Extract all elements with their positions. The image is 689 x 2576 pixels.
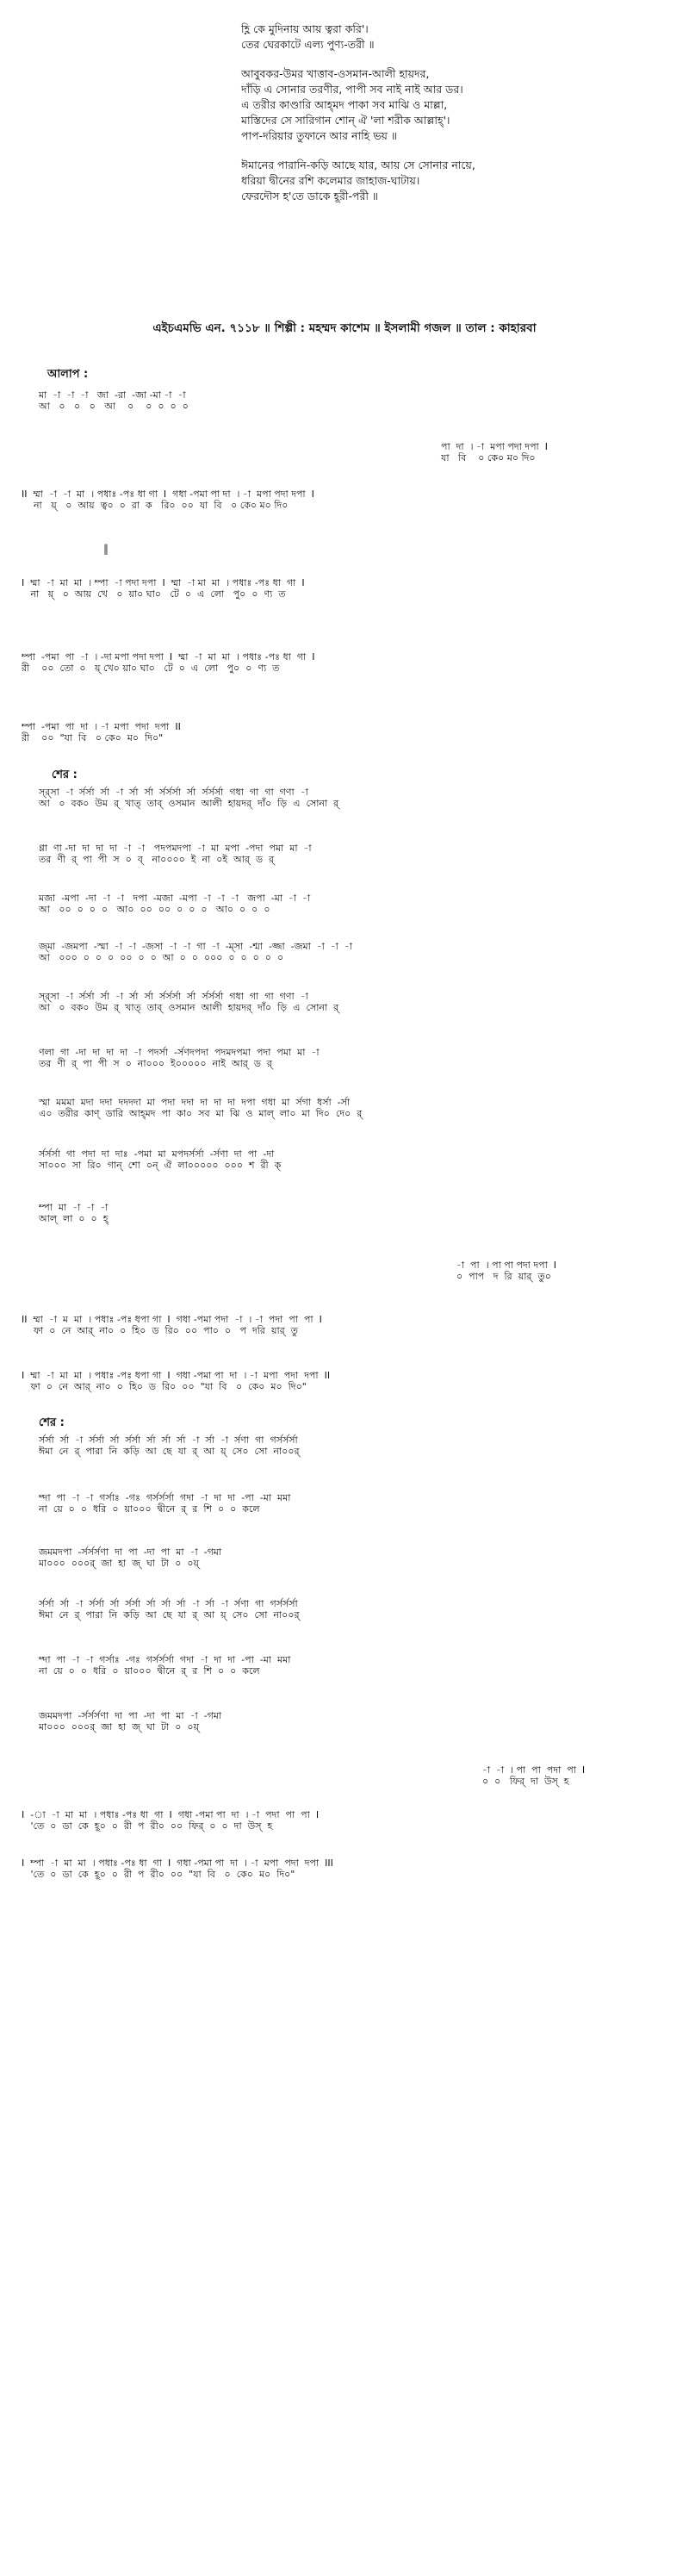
lyric-line: রী ০০ তো ০ য়্ খে০ য়া০ ঘা০ টে ০ এ লো পু০ ০ ণ্য ত (22, 663, 280, 674)
record-header: এইচএমভি এন. ৭১১৮ ॥ শিল্পী : মহম্মদ কাশেম ॥ ইসলামী গজল ॥ তাল : কাহারবা (152, 321, 537, 335)
lyric-line: মা০০০ ০০০র্ জা হা জ্ ঘা টা ০ ০য়্ (39, 1721, 200, 1733)
lyric-line: আ ০ ০ ০ আ ০ ০ ০ ০ ০ (39, 401, 189, 412)
swara-line: স্মা মমমা মদা দদা দদদদা মা পদা দদা দা দা দা দপা গধা মা র্সগা ধর্সা -র্সা (39, 1097, 351, 1108)
swara-line: ম্পা -পমা পা দা । -া মপা পদা দপা II (22, 721, 181, 732)
section-sher-1: শের : (52, 768, 78, 781)
notation-row (22, 1809, 319, 1832)
lyric-line: 'তে ০ ডা কে হূ০ ০ রী প রী০ ০০ ফির্ ০ ০ দা উস্ হ (22, 1820, 273, 1832)
lyric-line: ফা ০ নে আর্ না০ ০ হি০ ড রি০ ০০ পা০ ০ প দরি য়ার্ তু (22, 1325, 298, 1336)
lyric-line: আল্ লা ০ ০ হ্ (39, 1213, 109, 1224)
poem-line: পাপ-দরিয়ার তুফানে আর নাহি ভয় ॥ (241, 129, 397, 142)
swara-line: I ম্মা -া মা মা । পধাঃ -পঃ ধপা গা I গধা -পমা পা দা । -া মপা পদা দপা II (22, 1370, 331, 1381)
notation-row (482, 1764, 585, 1787)
notation-row (39, 893, 310, 915)
lyric-line: আ ০ বক০ উম র্ খাত্‌ তাব্‌ ওসমান আলী হায়দর্‌ দাঁ০ ড়ি এ সোনা র্ (39, 798, 339, 809)
section-alap: আলাপ : (47, 368, 89, 381)
lyric-line: ঈমা নে র্ পারা নি কড়ি আ ছে যা র্ আ য়্ সে০ সো না০০র্ (39, 1446, 300, 1457)
swara-line: মজা -মপা -দা -া -া দপা -মজা -মপা -া -া -া জপা -মা -া -া (39, 893, 311, 904)
notation-row (22, 651, 314, 674)
lyric-line: সা০০০ সা রি০ গান্‌ শো ০ন্‌ ঐ লা০০০০০ ০০০ শ রী ক্‌ (39, 1160, 282, 1171)
lyric-line: এ০ তরীর কাণ্‌ ডারি আহ্‌মদ পা কা০ সব মা ঝি ও মাল্‌ লা০ মা দি০ দে০ র্ (39, 1108, 363, 1119)
notation-row (22, 1857, 333, 1880)
poem-line: মাস্তিদের সে সারিগান শোন্‌ ঐ 'লা শরীক আল্লাহ্‌'। (241, 114, 450, 127)
notation-row (39, 1047, 320, 1069)
notation-row (39, 843, 312, 865)
swara-line: II ম্মা -া ম মা । পধাঃ -পঃ ধপা গা I গধা -পমা পদা -া । -া পদা পা পা I (22, 1314, 322, 1325)
notation-row (456, 1260, 556, 1282)
notation-row (39, 1598, 300, 1621)
swara-line: ম্পা -পমা পা -া । -দা মপা পদা দপা I ম্মা -া মা মা । পধাঃ -পঃ ধা গা I (22, 651, 315, 663)
swara-line: -া পা । পা পা পদা দপা I (456, 1260, 557, 1271)
notation-row (22, 721, 181, 744)
swara-line: ণলা গা -দা দা দা দা -া পদর্সা -র্সণদপদা পদমদপমা পদা পমা মা -া (39, 1047, 320, 1058)
notation-row (39, 787, 338, 809)
lyric-line: ০ পাপ দ রি য়ার্ তু০ (456, 1271, 551, 1282)
swara-line: II ম্মা -া -া মা । পধাঃ -পঃ ধা গা I গধা -পমা পা দা । -া মপা পদা দপা I (22, 488, 314, 500)
swara-line: পা দা । -া মপা পদা দপা I (441, 441, 548, 452)
swara-line: জমমদপা -র্সর্সর্সণা দা পা -দা পা মা -া -গমা (39, 1546, 222, 1558)
notation-row (39, 1492, 290, 1515)
lyric-line: তর ণী র্ পা পী স ০ ব্ না০০০০ ই না ০ই আর্ ড র্ (39, 854, 275, 865)
notation-row (39, 1654, 290, 1677)
poem-stanza-3 (241, 158, 475, 204)
swara-line: I ম্মা -া মা মা । ম্পা -া পদা দপা I ম্মা -া মা মা । পধাঃ -পঃ ধা গা I (22, 577, 305, 588)
swara-line: I -া -া মা মা । পধাঃ -পঃ ধা গা I গধা -পমা পা দা । -া পদা পা পা I (22, 1809, 320, 1820)
notation-row (22, 1370, 330, 1392)
lyric-line: না য়ে ০ ০ ধরি ০ য়া০০০ দ্বীনে র্ র শি ০ ০ কলে (39, 1665, 260, 1677)
lyric-line: রী ০০ "যা বি ০ কে০ ম০ দি০" (22, 732, 164, 744)
poem-stanza-2 (241, 66, 475, 144)
notation-row (39, 1710, 221, 1733)
swara-line: I ম্পা -া মা মা । পধাঃ -পঃ ধা গা I গধা -পমা পা দা । -া মপা পদা দপা III (22, 1857, 333, 1869)
lyric-line: ঈমা নে র্ পারা নি কড়ি আ ছে যা র্ আ য়্ সে০ সো না০০র্ (39, 1609, 300, 1621)
lyric-line: না য়ে ০ ০ ধরি ০ য়া০০০ দ্বীনে র্ র শি ০ ০ কলে (39, 1503, 260, 1515)
lyric-line: না য়্ ০ আয় ত্ব০ ০ রা ক রি০ ০০ যা বি ০ কে০ ম০ দি০ (22, 500, 289, 511)
swara-line: মা -া -া -া জা -রা -জা -মা -া -া (39, 389, 186, 401)
poem-line: দাঁড়ি এ সোনার তরণীর, পাপী সব নাই নাই আর ডর। (241, 83, 463, 96)
poem-line: ধরিয়া দ্বীনের রশি কলেমার জাহাজ-ঘাটায়। (241, 174, 420, 187)
notation-row (39, 941, 352, 963)
lyric-line: আ ০০ ০ ০ ০ আ০ ০০ ০০ ০ ০ ০ আ০ ০ ০ ০ (39, 904, 270, 915)
lyric-line: যা বি ০ কে০ ম০ দি০ (441, 452, 536, 464)
poem-line: ঈমানের পারানি-কড়ি আছে যার, আয় সে সোনার নায়ে, (241, 159, 475, 171)
notation-row (39, 1097, 362, 1119)
lyric-line: তর ণী র্ পা পী স ০ না০০০ ই০০০০০ নাই আর্ ড র্ (39, 1058, 272, 1069)
notation-row (441, 441, 548, 464)
poem-line: ফেরদৌস হ'তে ডাকে হূরী-পরী ॥ (241, 190, 378, 202)
swara-line: র্সর্সা র্সা -া র্সর্সা র্সা র্সর্সা র্সা র্সা র্সা -া র্সা -া র্সণা গা গর্সর্সর্সা (39, 1434, 298, 1446)
notation-row (39, 991, 338, 1013)
swara-line: ম্দা পা -া -া গর্সাঃ -গঃ গর্সর্সর্সা গদা -া দা দা -পা -মা মমা (39, 1492, 291, 1503)
notation-row (39, 1546, 221, 1569)
poem-line: তের ঘেরকাটে এল্য পুণ্য-তরী ॥ (241, 38, 375, 51)
notation-row (22, 1314, 322, 1336)
notation-row (22, 577, 305, 600)
notation-row (39, 389, 189, 412)
lyric-line: না য়্ ০ আয় খে ০ য়া০ ঘা০ টে ০ এ লো পু০ ০ ণ্য ত (22, 588, 286, 600)
notation-row (22, 488, 314, 511)
lyric-line: আ ০০০ ০ ০ ০ ০০ ০ ০ আ ০ ০ ০০০ ০ ০ ০ ০ ০ (39, 952, 284, 963)
swara-line: স্র্সা -া র্সর্সা র্সা -া র্সা র্সা র্সর্সর্সা র্সা র্সর্সর্সা গধা গা গা গণা -া (39, 787, 308, 798)
poem-stanza-1 (241, 22, 475, 53)
ornament-bar-icon: ‖ (103, 543, 109, 555)
swara-line: স্র্সা -া র্সর্সা র্সা -া র্সা র্সা র্সর্সর্সা র্সা র্সর্সর্সা গধা গা গা গণা -া (39, 991, 308, 1002)
swara-line: ণ্ণা ণা -দা দা দা দা -া -া পদপমদপা -া মা মপা -পদা পমা মা -া (39, 843, 312, 854)
poem-line: এ তরীর কাণ্ডারি আহ্‌মদ পাকা সব মাঝি ও মাল্লা, (241, 98, 448, 111)
lyric-line: 'তে ০ ডা কে হূ০ ০ রী প রী০ ০০ "যা বি ০ কে০ ম০ দি০" (22, 1869, 295, 1880)
poem-line: হ্ণি কে মুদিনায় আয় ত্বরা করি'। (241, 22, 369, 35)
swara-line: জ্মা -জমপা -স্মা -া -া -জসা -া -া গা -া -ম্সা -শ্মা -জ্জা -জমা -া -া -া (39, 941, 352, 952)
section-sher-2: শের : (39, 1416, 65, 1429)
swara-line: ম্পা মা -া -া -া (39, 1202, 109, 1213)
notation-row (39, 1434, 300, 1457)
swara-line: জমমদপা -র্সর্সর্সণা দা পা -দা পা মা -া -গমা (39, 1710, 222, 1721)
swara-line: -া -া । পা পা পদা পা I (482, 1764, 586, 1776)
lyric-line: মা০০০ ০০০র্ জা হা জ্ ঘা টা ০ ০য়্ (39, 1558, 200, 1569)
notation-row (39, 1202, 108, 1224)
swara-line: ম্দা পা -া -া গর্সাঃ -গঃ গর্সর্সর্সা গদা -া দা দা -পা -মা মমা (39, 1654, 291, 1665)
swara-line: র্সর্সা র্সা -া র্সর্সা র্সা র্সর্সা র্সা র্সা র্সা -া র্সা -া র্সণা গা গর্সর্সর্সা (39, 1598, 298, 1609)
lyric-line: ০ ০ ফির্ দা উস্ হ (482, 1776, 569, 1787)
notation-row (39, 1148, 281, 1171)
lyric-line: ফা ০ নে আর্ না০ ০ হি০ ড রি০ ০০ "যা বি ০ কে০ ম০ দি০" (22, 1381, 307, 1392)
swara-line: র্সর্সর্সা গা পদা দা দাঃ -পমা মা মপদর্সর্সা -র্সণা দা পা -দা (39, 1148, 275, 1160)
lyric-line: আ ০ বক০ উম র্ খাত্‌ তাব্‌ ওসমান আলী হায়দর্‌ দাঁ০ ড়ি এ সোনা র্ (39, 1002, 339, 1013)
poem-line: আবুবকর-উমর খাত্তাব-ওসমান-আলী হায়দর, (241, 67, 430, 80)
poem-lyrics (241, 22, 475, 218)
